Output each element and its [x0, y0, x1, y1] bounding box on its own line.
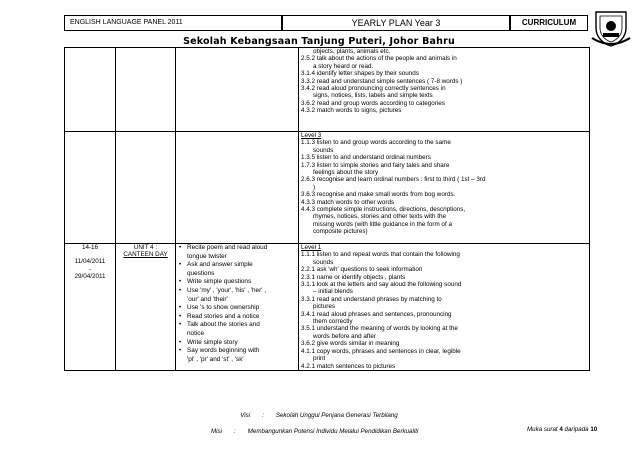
activity-text: 'pl' , 'pr' and 'st' , 'sk': [187, 355, 244, 363]
learning-outcomes-cell: [299, 244, 590, 371]
outcome-line: 1.7.3 listen to simple stories and fairy tales and share: [301, 161, 450, 169]
outcome-line: objects, plants, animals etc.: [313, 48, 391, 55]
outcome-line: 4.1.1 copy words, phrases and sentences in clear, legible: [301, 347, 461, 355]
outcome-line: composite pictures): [313, 228, 368, 236]
outcome-line: 1.1.1 listen to and repeat words that contain the following: [301, 251, 460, 259]
header-curriculum: CURRICULUM: [510, 15, 588, 31]
activity-text: • Use 'my' , 'your', 'his' , 'her' ,: [187, 286, 267, 294]
week-cell: [65, 244, 116, 371]
list-item: [187, 313, 296, 322]
week-range: 14-16: [81, 244, 99, 251]
level-heading: Level 3: [301, 132, 322, 139]
visi-text: Sekolah Unggul Penjana Generasi Terbilang: [275, 412, 398, 419]
outcome-line: signs, notices, lists, labels and simple texts: [313, 92, 433, 100]
date-dash: -: [88, 265, 92, 273]
outcome-line: 3.3.1 read and understand phrases by matching to: [301, 295, 442, 303]
page-prefix: Muka surat: [527, 426, 558, 433]
page-total: 10: [590, 426, 598, 433]
list-item: [187, 347, 296, 364]
page-number: [527, 426, 597, 433]
outcome-line: 4.4.3 complete simple instructions, directions, descriptions,: [301, 206, 466, 214]
outcome-line: 1.1.3 listen to and group words according to the same: [301, 139, 451, 147]
learning-outcomes-cell: [299, 132, 590, 244]
outcome-line: 2.3.1 name or identify objects , plants: [301, 273, 406, 281]
outcome-line: – initial blends: [313, 288, 353, 296]
outcome-line: 3.6.2 read and group words according to categories: [301, 99, 445, 107]
outcome-line: ): [313, 183, 316, 191]
outcome-line: 3.6.2 give words similar in meaning: [301, 340, 400, 348]
page-current: 4: [559, 426, 563, 433]
activity-text: 'our' and 'their': [187, 295, 228, 303]
activity-text: • Say words beginning with: [187, 347, 260, 355]
list-item: [187, 244, 296, 261]
activities-list: [178, 244, 296, 364]
outcome-line: 2.6.3 recognise and learn ordinal numbers : first to third ( 1st – 3rd: [301, 176, 486, 184]
unit-name: CANTEEN DAY: [123, 251, 168, 259]
activity-text: • Ask and answer simple: [187, 261, 253, 269]
page-mid: daripada: [564, 426, 589, 433]
outcome-line: words before and after: [313, 332, 377, 340]
outcome-line: 3.6.3 recognise and make small words from bog words.: [301, 191, 456, 199]
outcome-line: 2.2.1 ask 'wh' questions to seek information: [301, 266, 423, 274]
misi-text: Membangunkan Potensi Individu Melalui Pendidikan Berkualiti: [247, 428, 419, 435]
list-item: [187, 278, 296, 287]
level-heading: Level 1: [301, 244, 322, 251]
list-item: [187, 339, 296, 348]
activity-text: • Read stories and a notice: [187, 312, 260, 320]
list-item: [187, 321, 296, 338]
outcome-line: 3.5.1 understand the meaning of words by looking at the: [301, 325, 458, 333]
date-to: 29/04/2011: [74, 273, 106, 281]
activity-text: tongue twister: [187, 252, 227, 260]
outcome-line: sounds: [313, 258, 334, 266]
outcome-line: missing words (with little guidance in the form of a: [313, 220, 452, 228]
activity-text: • Write simple questions: [187, 278, 252, 286]
list-item: [187, 287, 296, 304]
outcome-line: 4.3.3 match words to other words: [301, 198, 395, 206]
outcome-line: print: [313, 355, 326, 363]
outcome-line: 3.1.4 identify letter shapes by their sounds: [301, 70, 419, 78]
outcome-line: rhymes, notices, stories and other texts with the: [313, 213, 446, 221]
unit-title: UNIT 4 :: [133, 244, 158, 251]
outcome-line: 2.5.2 talk about the actions of the people and animals in: [301, 55, 457, 63]
outcome-line: 4.3.2 match words to signs, pictures: [301, 107, 402, 115]
activity-text: notice: [187, 329, 205, 337]
learning-outcomes-cell: [299, 48, 590, 132]
outcome-line: pictures: [313, 303, 336, 311]
misi-sep: :: [234, 428, 236, 435]
header-title: YEARLY PLAN Year 3: [282, 15, 510, 31]
outcome-line: feelings about the story: [313, 169, 379, 177]
outcome-line: 3.3.2 read and understand simple sentences ( 7-8 words ): [301, 77, 463, 85]
header-panel-label: ENGLISH LANGUAGE PANEL 2011: [64, 15, 282, 31]
footer-visi: [0, 412, 638, 419]
outcome-line: 3.1.1 look at the letters and say aloud the following sound: [301, 281, 462, 289]
activity-text: • Talk about the stories and: [187, 321, 260, 329]
misi-label: Misi: [211, 428, 222, 435]
yearly-plan-table: [64, 47, 590, 371]
table-row: [65, 48, 590, 132]
activity-text: • Use 's to show ownership: [187, 304, 260, 312]
outcome-line: a story heard or read.: [313, 62, 374, 70]
table-row: [65, 132, 590, 244]
visi-sep: :: [262, 412, 264, 419]
unit-cell: [116, 244, 176, 371]
visi-label: Visi: [240, 412, 251, 419]
activity-text: • Recite poem and read aloud: [187, 244, 268, 251]
outcome-line: 3.4.2 read aloud pronouncing correctly sentences in: [301, 85, 446, 93]
footer-misi: [211, 428, 418, 435]
outcome-line: 4.2.1 match sentences to pictures: [301, 362, 396, 370]
outcome-line: them correctly: [313, 318, 353, 326]
list-item: [187, 261, 296, 278]
outcome-line: 1.3.5 listen to and understand ordinal numbers: [301, 154, 431, 162]
school-name: Sekolah Kebangsaan Tanjung Puteri, Johor Bahru: [183, 36, 455, 47]
outcome-line: 3.4.1 read aloud phrases and sentences, pronouncing: [301, 310, 452, 318]
activity-text: • Write simple story: [187, 338, 238, 346]
date-from: 11/04/2011: [74, 258, 106, 266]
table-row: [65, 244, 590, 371]
activities-cell: [176, 244, 299, 371]
activity-text: questions: [187, 269, 215, 277]
outcome-line: sounds: [313, 146, 334, 154]
list-item: [187, 304, 296, 313]
